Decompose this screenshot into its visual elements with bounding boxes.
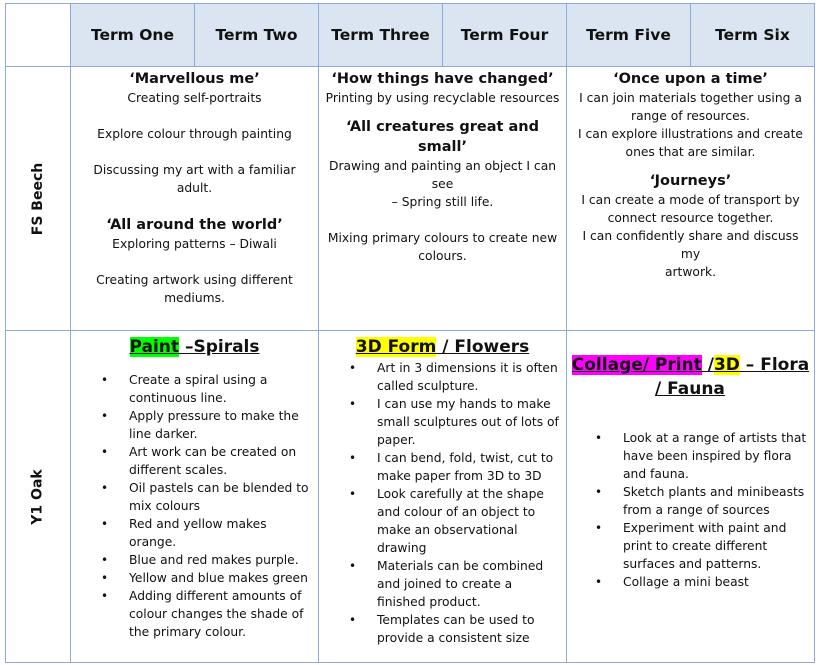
topic-line: colours. <box>418 249 467 263</box>
unit-title-rest: – Flora <box>739 355 810 375</box>
y1-oak-terms-five-six <box>566 330 815 663</box>
topic-line: I can confidently share and discuss my <box>582 229 799 261</box>
unit-title <box>319 335 566 359</box>
row-label-y1-oak <box>5 330 71 663</box>
header-term-five: Term Five <box>566 3 691 67</box>
bullet-item: • I can use my hands to make small sculptures out of lots of paper. <box>319 395 564 449</box>
topic-line: Printing by using recyclable resources <box>325 91 560 105</box>
bullet-item: • Art in 3 dimensions it is often called sculpture. <box>319 359 564 395</box>
topic-line: artwork. <box>664 265 717 279</box>
topic-title: ‘All creatures great and small’ <box>346 119 539 155</box>
fs-beech-terms-three-four <box>318 66 567 331</box>
header-term-six: Term Six <box>690 3 815 67</box>
topic-line: – Spring still life. <box>391 195 494 209</box>
bullet-item: • I can bend, fold, twist, cut to make paper from 3D to 3D <box>319 449 564 485</box>
topic-line: Explore colour through painting <box>97 127 292 141</box>
topic-line: Drawing and painting an object I can see <box>328 159 557 191</box>
topic-line: mediums. <box>164 291 225 305</box>
topic-line: Exploring patterns – Diwali <box>112 237 277 251</box>
unit-title-highlight: 3D Form <box>355 337 437 357</box>
bullet-item: • Red and yellow makes orange. <box>71 515 310 551</box>
bullet-item: • Apply pressure to make the line darker. <box>71 407 310 443</box>
row-label-text: FS Beech <box>30 162 47 235</box>
unit-title-line2: / Fauna <box>655 379 725 399</box>
topic-title: ‘How things have changed’ <box>331 71 554 87</box>
corner-cell <box>5 3 71 67</box>
topic-line: Creating self-portraits <box>127 91 262 105</box>
topic-title: ‘All around the world’ <box>106 217 283 233</box>
unit-title-highlight: Paint <box>129 337 180 357</box>
topic-line: I can explore illustrations and create <box>578 127 803 141</box>
topic-title: ‘Journeys’ <box>649 173 732 189</box>
topic-line: connect resource together. <box>607 211 774 225</box>
bullet-item: • Art work can be created on different scales. <box>71 443 310 479</box>
bullet-item: • Look carefully at the shape and colour of an object to make an observational drawing <box>319 485 564 557</box>
bullet-item: • Experiment with paint and print to create different surfaces and patterns. <box>567 519 810 573</box>
bullet-item: • Collage a mini beast <box>567 573 810 591</box>
topic-title: ‘Once upon a time’ <box>613 71 768 87</box>
header-term-one: Term One <box>70 3 195 67</box>
row-label-fs-beech <box>5 66 71 331</box>
topic-line: I can create a mode of transport by <box>581 193 800 207</box>
unit-title-highlight: 3D <box>713 355 740 375</box>
curriculum-table <box>5 3 815 663</box>
bullet-list <box>319 359 566 647</box>
header-term-four: Term Four <box>442 3 567 67</box>
topic-line: Creating artwork using different <box>96 273 293 287</box>
bullet-item: • Sketch plants and minibeasts from a range of sources <box>567 483 810 519</box>
fs-beech-terms-one-two <box>70 66 319 331</box>
unit-title <box>71 335 318 359</box>
bullet-item: • Templates can be used to provide a consistent size <box>319 611 564 647</box>
fs-beech-terms-five-six <box>566 66 815 331</box>
topic-line: Discussing my art with a familiar adult. <box>93 163 296 195</box>
y1-oak-terms-three-four <box>318 330 567 663</box>
y1-oak-terms-one-two <box>70 330 319 663</box>
bullet-item: • Yellow and blue makes green <box>71 569 310 587</box>
bullet-item: • Blue and red makes purple. <box>71 551 310 569</box>
bullet-item: • Materials can be combined and joined to create a finished product. <box>319 557 564 611</box>
header-term-three: Term Three <box>318 3 443 67</box>
topic-title: ‘Marvellous me’ <box>129 71 260 87</box>
unit-title-rest: / Flowers <box>436 337 530 357</box>
unit-title-rest: –Spirals <box>179 337 260 357</box>
topic-line: range of resources. <box>631 109 750 123</box>
topic-line: Mixing primary colours to create new <box>327 231 558 245</box>
topic-line: ones that are similar. <box>625 145 756 159</box>
bullet-list <box>567 429 814 591</box>
row-label-text: Y1 Oak <box>29 468 46 525</box>
header-term-two: Term Two <box>194 3 319 67</box>
bullet-list <box>71 371 318 641</box>
unit-title <box>567 353 814 377</box>
bullet-item: • Look at a range of artists that have been inspired by flora and fauna. <box>567 429 810 483</box>
topic-line: I can join materials together using a <box>579 91 802 105</box>
bullet-item: • Oil pastels can be blended to mix colours <box>71 479 310 515</box>
unit-title-highlight: Collage/ Print <box>571 355 702 375</box>
bullet-item: • Create a spiral using a continuous line. <box>71 371 310 407</box>
unit-title-mid: / <box>701 355 714 375</box>
bullet-item: • Adding different amounts of colour changes the shade of the primary colour. <box>71 587 310 641</box>
